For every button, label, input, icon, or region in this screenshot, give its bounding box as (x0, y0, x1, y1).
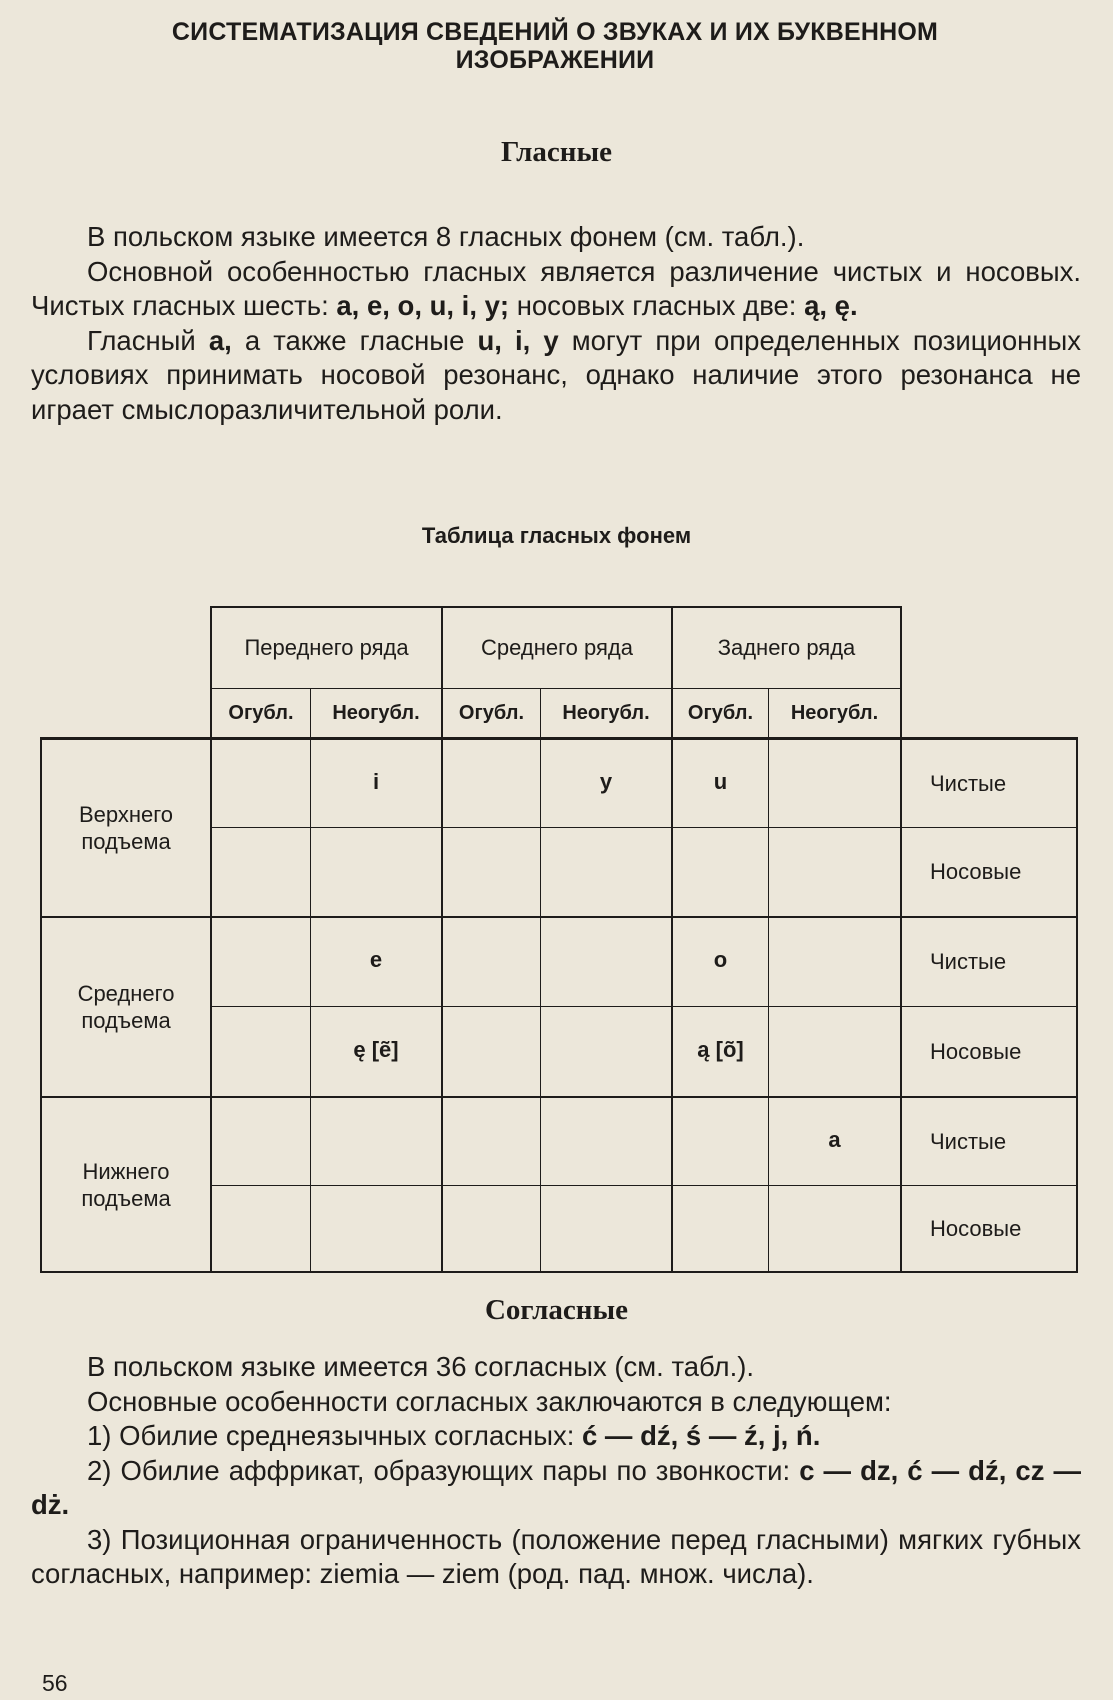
vowels-p2-text-b: носовых гласных две: (516, 290, 797, 321)
phoneme-i: i (372, 769, 380, 794)
back-unrounded-header: Неогубл. (790, 701, 879, 724)
high-pure-label: Чистые (930, 770, 1007, 796)
phoneme-o: o (713, 947, 728, 972)
phoneme-y: y (599, 769, 613, 794)
nasal-vowels-list: ą, ę. (804, 290, 858, 321)
back-rounded-header: Огубл. (687, 701, 754, 724)
consonants-item-2-examples: c — dz, ć — dź, cz — dż. (31, 1454, 1081, 1520)
consonants-paragraph-2: Основные особенности согласных заключаются в следующем: (87, 1385, 892, 1417)
row-low (42, 1098, 210, 1271)
vowels-paragraph-1: В польском языке имеется 8 гласных фонем (см. табл.). (87, 221, 805, 252)
column-central: Среднего ряда (481, 635, 633, 660)
vowels-p3-vowels-uiy: u, i, y (477, 324, 559, 356)
phoneme-e: e (369, 947, 383, 972)
mid-pure-label: Чистые (930, 949, 1007, 974)
phoneme-nasal-o: ą [õ] (697, 1037, 744, 1062)
phoneme-a: a (828, 1127, 841, 1152)
consonants-item-1 (31, 1419, 1081, 1454)
pure-vowels-list: a, e, o, u, i, y; (336, 290, 510, 321)
front-unrounded-header: Неогубл. (332, 701, 420, 724)
consonants-heading: Согласные (484, 1294, 628, 1326)
vowels-paragraph-2 (31, 255, 1081, 324)
central-unrounded-header: Неогубл. (562, 701, 650, 724)
vowels-p3-vowel-a: a, (208, 324, 232, 356)
low-pure-label: Чистые (930, 1128, 1007, 1154)
mid-nasal-label: Носовые (930, 1038, 1022, 1064)
low-nasal-label: Носовые (930, 1215, 1022, 1241)
row-low-label: Нижнего подъема (81, 1158, 171, 1211)
row-mid-label: Среднего подъема (77, 981, 175, 1033)
row-mid (42, 918, 210, 1096)
consonants-text (31, 1350, 1081, 1592)
phoneme-nasal-e: ę [ẽ] (353, 1037, 399, 1062)
vowels-text (31, 220, 1081, 427)
main-title: СИСТЕМАТИЗАЦИЯ СВЕДЕНИЙ О ЗВУКАХ И ИХ БУКВЕННОМ ИЗОБРАЖЕНИИ (171, 18, 939, 74)
vowels-p2-text-a: Основной особенностью гласных является различение чистых и носовых. Чистых гласных шесть: (31, 255, 1081, 321)
vowels-p3-text-a: Гласный (87, 324, 196, 356)
consonants-paragraph-1: В польском языке имеется 36 согласных (см. табл.). (87, 1351, 755, 1382)
consonants-item-3: 3) Позиционная ограниченность (положение перед гласными) мягких губных согласных, например: ziemia — ziem (род. пад. множ. числа). (31, 1523, 1081, 1589)
consonants-item-1-examples: ć — dź, ś — ź, j, ń. (582, 1420, 821, 1451)
front-rounded-header: Огубл. (228, 701, 294, 724)
vowels-p3-text-c: могут при определенных позиционных условиях принимать носовой резонанс, однако наличие этого резонанса не играет смыслоразличительной роли. (31, 324, 1082, 425)
column-back: Заднего ряда (717, 635, 856, 660)
row-high (42, 740, 210, 916)
row-high-label: Верхнего подъема (78, 802, 174, 854)
vowels-paragraph-3 (31, 324, 1081, 428)
page-number: 56 (42, 1670, 68, 1696)
vowels-heading: Гласные (500, 136, 613, 168)
high-nasal-label: Носовые (930, 859, 1022, 884)
consonants-item-1-text: 1) Обилие среднеязычных согласных: (87, 1420, 575, 1451)
consonants-item-2 (31, 1454, 1081, 1523)
column-front: Переднего ряда (244, 635, 409, 660)
table-title: Таблица гласных фонем (421, 523, 692, 548)
consonants-item-2-text: 2) Обилие аффрикат, образующих пары по звонкости: (87, 1454, 791, 1486)
phoneme-u: u (713, 769, 728, 794)
vowels-p3-text-b: а также гласные (244, 324, 465, 356)
central-rounded-header: Огубл. (458, 701, 525, 724)
